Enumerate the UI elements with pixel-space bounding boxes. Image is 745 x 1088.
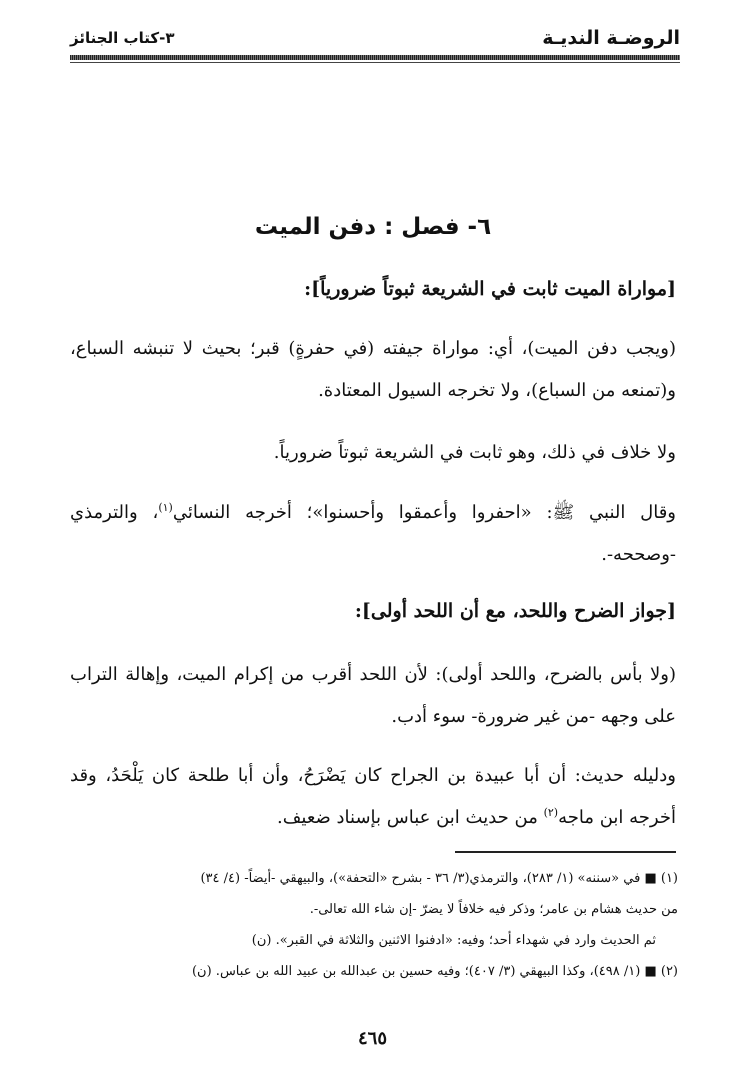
- header-rule: [70, 55, 680, 60]
- paragraph-hadith-dig: [70, 492, 676, 576]
- hadith-dig-text: وقال النبي ﷺ: «احفروا وأعمقوا وأحسنوا»؛ أخرجه النسائي: [172, 502, 676, 523]
- page-number: ٤٦٥: [357, 1028, 387, 1049]
- header-rule-thin: [70, 62, 680, 63]
- hadith-dig-tail: ، والترمذي -وصححه-.: [70, 502, 676, 565]
- section-title: ٦- فصل : دفن الميت: [254, 214, 492, 240]
- paragraph-burial-obligation: (ويجب دفن الميت)، أي: مواراة جيفته (في حفرةٍ) قبر؛ بحيث لا تنبشه السباع، و(تمنعه من السباع)، ولا تخرجه السيول المعتادة.: [70, 338, 676, 401]
- footnote-separator: [455, 851, 676, 853]
- subheading-mawarat: [مواراة الميت ثابت في الشريعة ثبوتاً ضرورياً]:: [304, 278, 676, 300]
- evidence-tail: من حديث ابن عباس بإسناد ضعيف.: [277, 807, 544, 828]
- footnote-1-line-2: من حديث هشام بن عامر؛ وذكر فيه خلافاً لا يضرّ -إن شاء الله تعالى-.: [309, 902, 678, 917]
- evidence-text: ودليله حديث: أن أبا عبيدة بن الجراح كان يَضْرَحُ، وأن أبا طلحة كان يَلْحَدُ، وقد أخرجه ابن ماجه: [70, 765, 676, 828]
- footnote-2: (٢) ■ (١/ ٤٩٨)، وكذا البيهقي (٣/ ٤٠٧)؛ وفيه حسين بن عبدالله بن عبيد الله بن عباس. (ن): [191, 964, 678, 979]
- footnote-1-line-1: (١) ■ في «سننه» (١/ ٢٨٣)، والترمذي(٣/ ٣٦ - بشرح «التحفة»)، والبيهقي -أيضاً- (٤/ ٣٤): [200, 871, 678, 886]
- paragraph-no-dispute: ولا خلاف في ذلك، وهو ثابت في الشريعة ثبوتاً ضرورياً.: [273, 442, 676, 463]
- chapter-title: ٣-كتاب الجنائز: [70, 29, 175, 47]
- footnotes: [66, 863, 678, 987]
- subheading-darh-lahd: [جواز الضرح واللحد، مع أن اللحد أولى]:: [354, 600, 676, 622]
- paragraph-lahd-preferred: (ولا بأس بالضرح، واللحد أولى): لأن اللحد أقرب من إكرام الميت، وإهالة التراب على وجهه -من غير ضرورة- سوء أدب.: [70, 664, 676, 727]
- book-title: الروضـة النديـة: [542, 27, 680, 49]
- page-header: [70, 26, 680, 52]
- paragraph-evidence: [70, 755, 676, 839]
- footnote-ref-1: (١): [158, 501, 173, 514]
- footnote-1-line-3: ثم الحديث وارد في شهداء أحد؛ وفيه: «ادفنوا الاثنين والثلاثة في القبر». (ن): [251, 933, 656, 948]
- footnote-ref-2: (٢): [543, 806, 559, 819]
